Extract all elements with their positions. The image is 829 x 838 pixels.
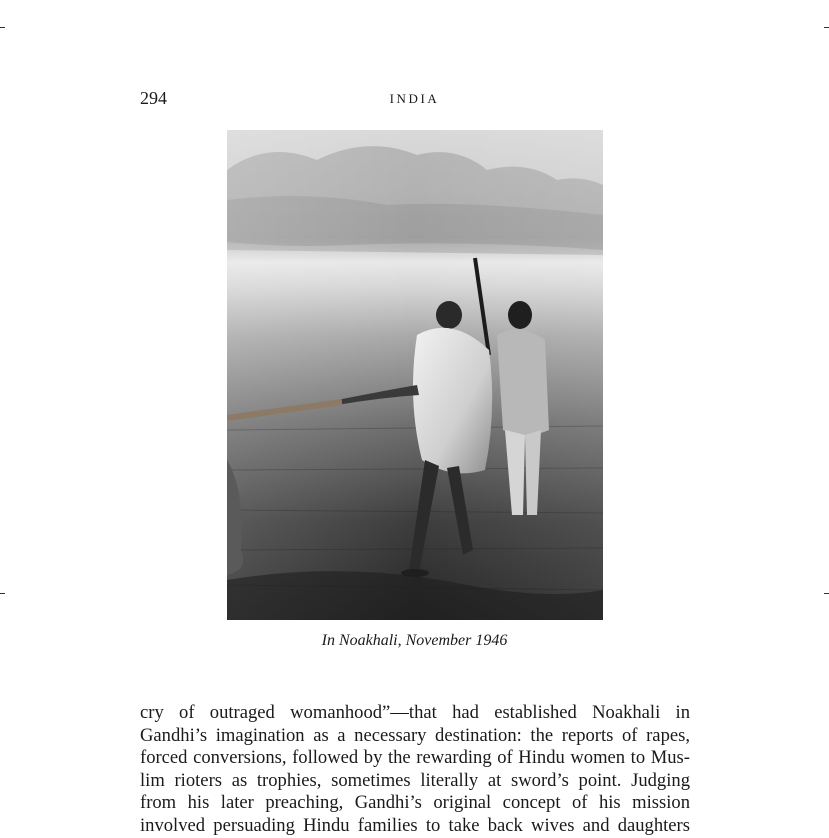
body-line: lim rioters as trophies, sometimes literally at sword’s point. Judging <box>140 769 690 791</box>
body-line: involved persuading Hindu families to take back wives and daughters <box>140 814 690 836</box>
page-number: 294 <box>140 88 167 108</box>
figure-caption: In Noakhali, November 1946 <box>321 632 508 649</box>
photograph <box>227 130 603 620</box>
body-text <box>140 702 690 838</box>
crop-mark-bottom-right <box>824 593 829 594</box>
body-line: forced conversions, followed by the rewarding of Hindu women to Mus- <box>140 747 690 769</box>
crop-mark-bottom-left <box>0 593 5 594</box>
crop-mark-top-left <box>0 27 5 28</box>
body-line: cry of outraged womanhood”—that had established Noakhali in <box>140 702 690 723</box>
crop-mark-top-right <box>824 27 829 28</box>
running-head: INDIA <box>389 91 440 106</box>
body-line: from his later preaching, Gandhi’s original concept of his mission <box>140 792 690 814</box>
body-line: Gandhi’s imagination as a necessary destination: the reports of rapes, <box>140 724 690 746</box>
